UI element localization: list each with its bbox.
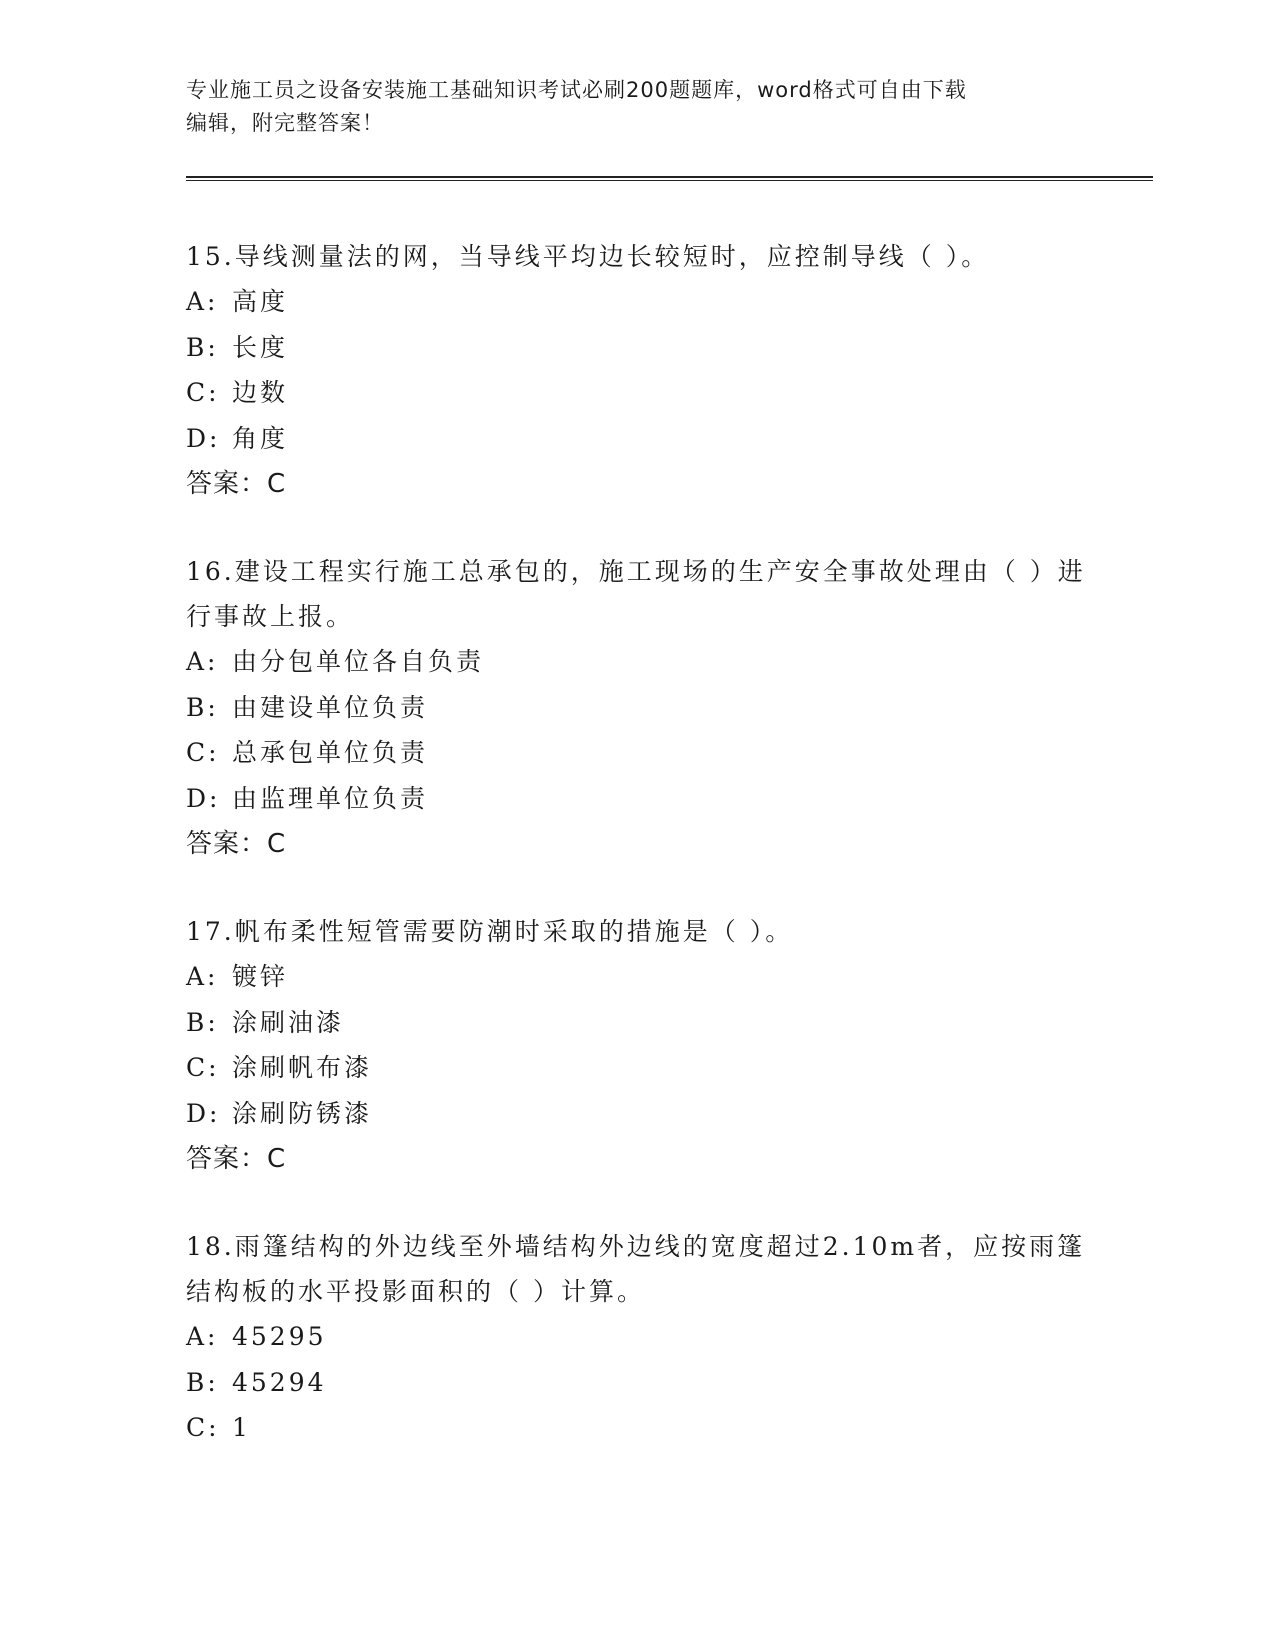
option-letter: A: xyxy=(186,647,219,676)
option-text: 45294 xyxy=(232,1367,327,1397)
option-letter: B: xyxy=(186,1007,219,1037)
option-d xyxy=(186,776,1086,822)
option-text: 总承包单位负责 xyxy=(232,738,429,767)
question-text: 16.建设工程实行施工总承包的，施工现场的生产安全事故处理由（ ）进行事故上报。 xyxy=(186,557,1086,631)
option-letter: D: xyxy=(186,423,221,453)
question-text: 18.雨篷结构的外边线至外墙结构外边线的宽度超过2.10m者，应按雨篷结构板的水平投影面积的（ ）计算。 xyxy=(186,1232,1086,1306)
question-text: 15.导线测量法的网，当导线平均边长较短时，应控制导线（ ）。 xyxy=(186,242,990,271)
answer-label: 答案：C xyxy=(186,829,287,859)
answer-label: 答案：C xyxy=(186,1144,287,1174)
header-title-line-2: 编辑，附完整答案！ xyxy=(186,111,384,135)
option-a xyxy=(186,639,1086,685)
option-text: 边数 xyxy=(232,378,289,407)
option-text: 角度 xyxy=(232,423,289,453)
question-18 xyxy=(186,1224,1086,1451)
option-c xyxy=(186,370,1086,416)
answer-label: 答案：C xyxy=(186,469,287,499)
option-a xyxy=(186,954,1086,1000)
option-b xyxy=(186,685,1086,731)
option-a xyxy=(186,1314,1086,1360)
option-letter: D: xyxy=(186,783,221,813)
option-b xyxy=(186,1360,1086,1406)
option-letter: A: xyxy=(186,287,219,316)
option-b xyxy=(186,1000,1086,1046)
option-letter: C: xyxy=(186,378,220,407)
header-title-line-1: 专业施工员之设备安装施工基础知识考试必刷200题题库，word格式可自由下载 xyxy=(186,78,967,102)
option-letter: B: xyxy=(186,692,219,722)
question-17 xyxy=(186,909,1086,1182)
option-text: 涂刷帆布漆 xyxy=(232,1053,373,1082)
option-letter: B: xyxy=(186,1367,219,1397)
option-letter: A: xyxy=(186,1322,219,1351)
option-text: 涂刷防锈漆 xyxy=(232,1098,373,1128)
option-d xyxy=(186,416,1086,462)
option-text: 由分包单位各自负责 xyxy=(232,647,485,676)
option-text: 长度 xyxy=(232,332,289,362)
option-a xyxy=(186,279,1086,325)
option-text: 1 xyxy=(232,1413,251,1442)
option-c xyxy=(186,730,1086,776)
option-text: 由建设单位负责 xyxy=(232,692,429,722)
header-divider xyxy=(186,176,1153,181)
option-text: 由监理单位负责 xyxy=(232,783,429,813)
option-c xyxy=(186,1405,1086,1451)
option-letter: C: xyxy=(186,738,220,767)
option-b xyxy=(186,325,1086,371)
option-letter: A: xyxy=(186,962,219,991)
question-16 xyxy=(186,549,1086,867)
option-d xyxy=(186,1091,1086,1137)
option-text: 45295 xyxy=(232,1322,327,1351)
document-header xyxy=(186,74,1086,140)
question-list xyxy=(186,234,1086,1493)
option-letter: C: xyxy=(186,1413,220,1442)
option-letter: D: xyxy=(186,1098,221,1128)
option-text: 镀锌 xyxy=(232,962,289,991)
option-text: 高度 xyxy=(232,287,289,316)
option-c xyxy=(186,1045,1086,1091)
question-15 xyxy=(186,234,1086,507)
option-letter: B: xyxy=(186,332,219,362)
option-text: 涂刷油漆 xyxy=(232,1007,345,1037)
question-text: 17.帆布柔性短管需要防潮时采取的措施是（ ）。 xyxy=(186,917,794,946)
option-letter: C: xyxy=(186,1053,220,1082)
